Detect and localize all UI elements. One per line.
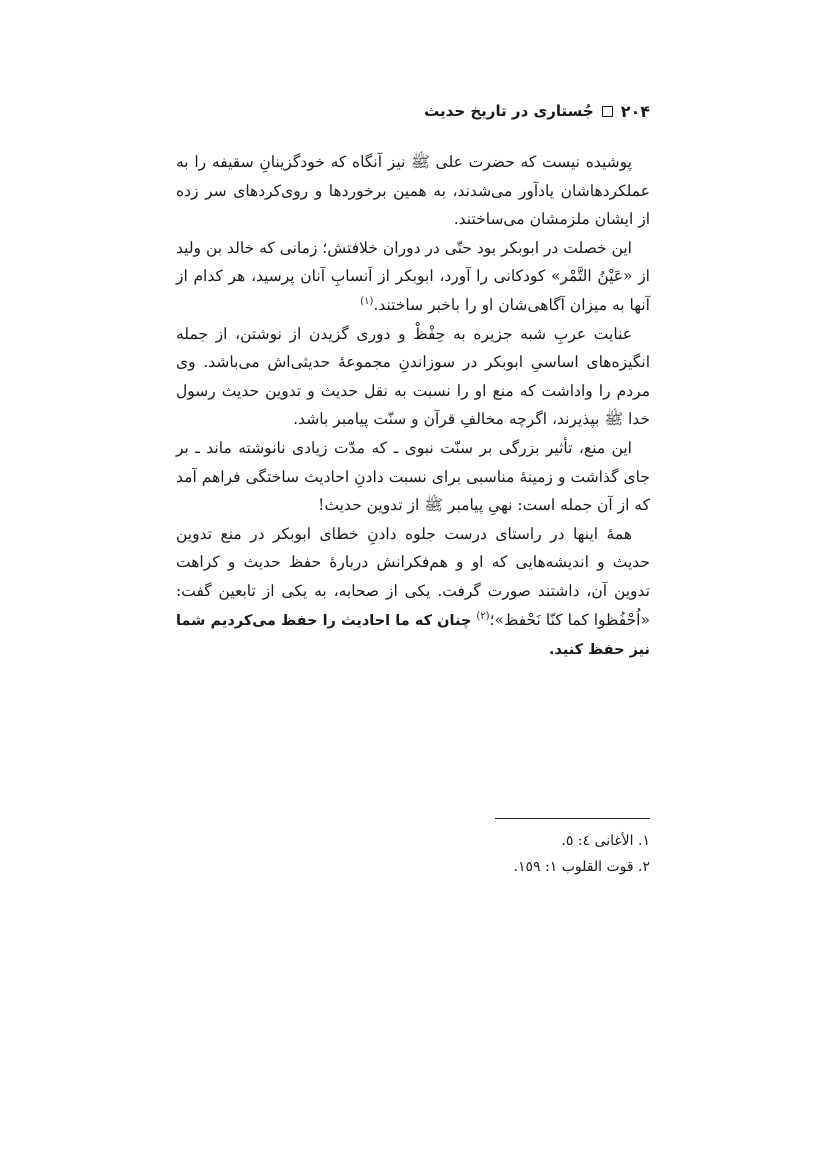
paragraph: این خصلت در ابوبکر بود حتّی در دوران خلافتش؛ زمانی که خالد بن ولید از «عَیْنُ التَّمْر» کودکانی را آورد، ابوبکر از اَنسابِ آنان پرسید، هر کدام از آنها به میزان آگاهی‌شان او را باخبر ساختند.$^{(۱)}$ (176, 238, 650, 314)
page-number: ۲۰۴ (620, 101, 650, 121)
footnote-ref[interactable]: (۲) (476, 610, 490, 622)
footnote-item: ۲. قوت القلوب ۱: ۱٥۹. (513, 859, 650, 875)
footnotes (176, 828, 650, 880)
paragraph: همهٔ اینها در راستای درست جلوه دادنِ خطای ابوبکر در منع تدوین حدیث و اندیشه‌هایی که او و هم‌فکرانش دربارهٔ حفظ حدیث و کراهت تدوین آن، داشتند صورت گرفت. یکی از صحابه، به یکی از تابعین گفت: «اُحْفُظوا کما کنّا نَحْفظ»؛$^{(۲)}$ چنان که ما احادیث را حفظ می‌کردیم شما نیز حفظ کنید. (176, 524, 650, 659)
footnote-separator (495, 818, 650, 819)
footnote-ref[interactable]: (۱) (360, 295, 374, 307)
body-text (176, 148, 650, 665)
square-ornament-icon (602, 106, 613, 117)
book-title: جُستاری در تاریخ حدیث (424, 102, 594, 120)
paragraph: این منع، تأثیر بزرگی بر سنّت نبوی ـ که مدّت زیادی نانوشته ماند ـ بر جای گذاشت و زمینهٔ مناسبی برای نسبت دادنِ احادیث ساختگی فراهم آمد که از آن جمله است: نهیِ پیامبر ﷺ از تدوین حدیث! (176, 438, 650, 515)
translation-bold: چنان که ما احادیث را حفظ می‌کردیم شما نیز حفظ کنید. (176, 612, 650, 659)
paragraph: پوشیده نیست که حضرت علی ﷺ نیز آنگاه که خودگزینانِ سقیفه را به عملکردهاشان یادآور می‌شدند، به همین برخوردها و روی‌کردهای سر زده از ایشان ملزمشان می‌ساختند. (176, 153, 650, 229)
footnote-item: ۱. الأغانی ٤: ٥. (561, 833, 650, 849)
running-header (176, 99, 650, 123)
paragraph: عنایت عربِ شبه جزیره به حِفْظْ و دوری گزیدن از نوشتن، از جمله انگیزه‌های اساسیِ ابوبکر در سوزاندنِ مجموعهٔ حدیثی‌اش می‌باشد. وی مردم را واداشت که منع او را نسبت به نقل حدیث و تدوین حدیث رسول خدا ﷺ بپذیرند، اگرچه مخالفِ قرآن و سنّت پیامبر باشد. (176, 324, 650, 429)
